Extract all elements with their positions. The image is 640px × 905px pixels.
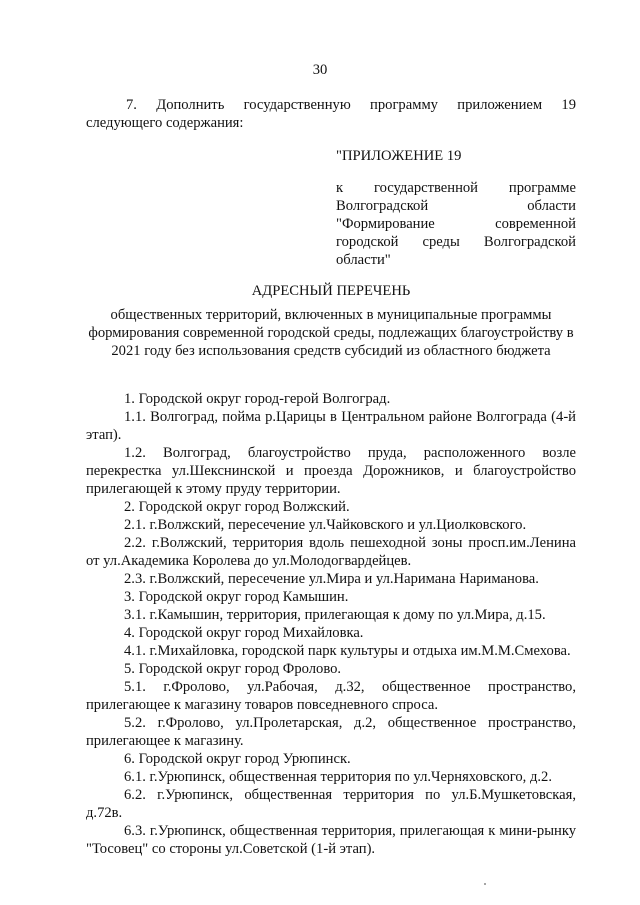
list-item: 2. Городской округ город Волжский. [124, 499, 350, 515]
list-item: 2.2. г.Волжский, территория вдоль пешеходной зоны просп.им.Ленина от ул.Академика Королева до ул.Молодогвардейцев. [86, 535, 576, 569]
list-item: 3.1. г.Камышин, территория, прилегающая к дому по ул.Мира, д.15. [124, 607, 546, 623]
list-item: 2.3. г.Волжский, пересечение ул.Мира и ул.Наримана Нариманова. [124, 571, 539, 587]
list-item: 5.2. г.Фролово, ул.Пролетарская, д.2, общественное пространство, прилегающее к магазину. [86, 715, 576, 749]
appendix-description [336, 179, 576, 269]
intro-paragraph: 7. Дополнить государственную программу приложением 19 следующего содержания: [86, 97, 576, 131]
list-item: 6.1. г.Урюпинск, общественная территория по ул.Черняховского, д.2. [124, 769, 552, 785]
list-item: 5.1. г.Фролово, ул.Рабочая, д.32, общественное пространство, прилегающее к магазину товаров повседневного спроса. [86, 679, 576, 713]
list-subheading: общественных территорий, включенных в муниципальные программы формирования современной городской среды, подлежащих благоустройству в 2021 году без использования средств субсидий из областного бюджета [88, 307, 574, 359]
appendix-description-text: к государственной программе Волгоградской области "Формирование современной городской среды Волгоградской области" [336, 180, 576, 268]
address-list [86, 390, 576, 858]
list-item: 3. Городской округ город Камышин. [124, 589, 349, 605]
list-item: 5. Городской округ город Фролово. [124, 661, 342, 677]
list-item: 6. Городской округ город Урюпинск. [124, 751, 351, 767]
list-heading: АДРЕСНЫЙ ПЕРЕЧЕНЬ [251, 283, 411, 299]
list-item: 4.1. г.Михайловка, городской парк культуры и отдыха им.М.М.Смехова. [124, 643, 571, 659]
appendix-title: "ПРИЛОЖЕНИЕ 19 [336, 148, 462, 164]
list-item: 2.1. г.Волжский, пересечение ул.Чайковского и ул.Циолковского. [124, 517, 527, 533]
list-item: 1.1. Волгоград, пойма р.Царицы в Центральном районе Волгограда (4-й этап). [86, 409, 576, 443]
list-item: 1. Городской округ город-герой Волгоград. [124, 391, 391, 407]
page-number: 30 [312, 62, 328, 78]
scan-speck [484, 883, 486, 885]
list-item: 4. Городской округ город Михайловка. [124, 625, 364, 641]
list-item: 1.2. Волгоград, благоустройство пруда, расположенного возле перекрестка ул.Шекснинской и проезда Дорожников, и благоустройство прилегающей к этому пруду территории. [86, 445, 576, 497]
list-item: 6.3. г.Урюпинск, общественная территория, прилегающая к мини-рынку "Тосовец" со стороны ул.Советской (1-й этап). [86, 823, 576, 857]
list-item: 6.2. г.Урюпинск, общественная территория по ул.Б.Мушкетовская, д.72в. [86, 787, 576, 821]
